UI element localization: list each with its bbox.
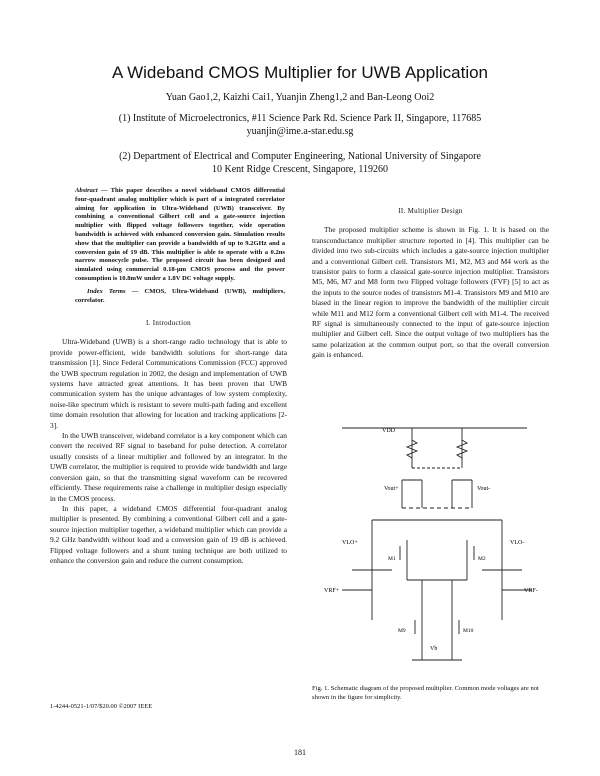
affiliation-2-department: (2) Department of Electrical and Computer Engineering, National University of Singapore bbox=[119, 151, 481, 162]
page-number: 181 bbox=[294, 748, 306, 757]
vlo-positive-label: VLO+ bbox=[342, 540, 358, 546]
right-column bbox=[312, 206, 549, 361]
m1-label: M1 bbox=[388, 556, 396, 562]
vdd-label: VDD bbox=[382, 428, 395, 434]
index-terms: Index Terms — CMOS, Ultra-Wideband (UWB), multipliers, correlator. bbox=[75, 287, 285, 304]
affiliation-2 bbox=[60, 150, 540, 176]
schematic-figure bbox=[312, 420, 552, 682]
section-2-paragraph: The proposed multiplier scheme is shown in Fig. 1. It is based on the transconductance multiplier structure reported in [4]. This multiplier can be divided into two sub-circuits which includes a gate-source injection multiplier and a conventional Gilbert cell. Transistors M1, M2, M3 and M4 work as the transistor pairs to form a classical gate-source injection multiplier. Transistors M5, M6, M7 and M8 form two Flipped voltage followers (FVF) [5] to act as the inputs to the source nodes of transistors M1-4. Transistors M9 and M10 are biased in the linear region to improve the bandwidth of the multiplier circuit while M11 and M12 form a conventional Gilbert cell with M1-4. The received RF signal is simultaneously connected to the input of gate-source injection multiplier and Gilbert cell. Since the output voltage of two multipliers has the same polarization at the common output port, so that the overall conversion gain is enhanced. bbox=[312, 225, 549, 360]
m2-label: M2 bbox=[478, 556, 486, 562]
section-1-paragraph: In this paper, a wideband CMOS differential four-quadrant analog multiplier is presented. By combining a conventional Gilbert cell and a gate-source injection multiplier together, a wideband multiplier which can provide a 9.2 GHz bandwidth without load and a conversion gain of 19 dB is achieved. Flipped voltage followers and a shunt tuning technique are both utilized to enhance the conversion gain and reduce the current consumption. bbox=[50, 503, 287, 565]
paper-title: A Wideband CMOS Multiplier for UWB Application bbox=[111, 63, 489, 82]
index-terms-label: Index Terms bbox=[87, 287, 126, 295]
vout-positive-label: Vout+ bbox=[384, 486, 399, 492]
vrf-negative-label: VRF- bbox=[524, 588, 538, 594]
section-1-heading: I. Introduction bbox=[146, 319, 191, 327]
ieee-identifier: 1-4244-0521-1/07/$20.00 ©2007 IEEE bbox=[50, 703, 153, 710]
affiliation-1 bbox=[60, 112, 540, 138]
section-1-paragraph: In the UWB transceiver, wideband correlator is a key component which can convert the received RF signal to baseband for pulse detection. A correlator usually consists of a linear multiplier and followed by an integrator. In the UWB correlator, the multiplier is required to provide wide bandwidth and large conversion gain, so that the transmitting signal waveform can be recovered efficiently. These requirements raise a challenge in multiplier design especially in the CMOS process. bbox=[50, 431, 287, 503]
section-1-paragraph: Ultra-Wideband (UWB) is a short-range radio technology that is able to provide power-efficient, wide bandwidth solutions for short-range data transmission [1]. Since Federal Communications Commission (FCC) approved the UWB spectrum regulation in 2002, the design and implementation of UWB systems have attracted great attentions. It has been proven that UWB communication system has the unique advantages of low system complexity, noise-like spectrum which is resistant to severe multi-path fading and excellent time domain resolution that allowing for location and tracking applications [2-3]. bbox=[50, 337, 287, 430]
abstract-text: This paper describes a novel wideband CMOS differential four-quadrant analog multiplier which is part of a integrated correlator aiming for application in Ultra-Wideband (UWB) transceiver. By combining a conventional Gilbert cell and a gate-source injection multiplier with flipped voltage followers together, wide operation bandwidth is achieved with enhanced conversion gain. Simulation results show that the multiplier can provide a bandwidth of up to 9.2GHz and a conversion gain of 19 dB. This multiplier is able to operate with a 0.2ns narrow monocycle pulse. The proposed circuit has been designed and simulated using commercial 0.18-μm CMOS process and the power consumption is 10.8mW under a 1.8V DC voltage supply. bbox=[75, 187, 285, 282]
affiliation-1-email: yuanjin@ime.a-star.edu.sg bbox=[246, 126, 354, 137]
section-2-heading: II. Multiplier Design bbox=[398, 207, 463, 215]
affiliation-1-address: (1) Institute of Microelectronics, #11 Science Park Rd. Science Park II, Singapore, 117685 bbox=[118, 113, 482, 124]
m10-label: M10 bbox=[463, 628, 474, 634]
abstract: Abstract — This paper describes a novel wideband CMOS differential four-quadrant analog multiplier which is part of a integrated correlator aiming for application in Ultra-Wideband (UWB) transceiver. By combining a conventional Gilbert cell and a gate-source injection multiplier with flipped voltage followers together, wide operation bandwidth is achieved with enhanced conversion gain. Simulation results show that the multiplier can provide a bandwidth of up to 9.2GHz and a conversion gain of 19 dB. This multiplier is able to operate with a 0.2ns narrow monocycle pulse. The proposed circuit has been designed and simulated using commercial 0.18-μm CMOS process and the power consumption is 10.8mW under a 1.8V DC voltage supply. Index Terms — CMOS, Ultra-Wideband (UWB), multipliers, correlator. bbox=[75, 187, 285, 304]
vout-negative-label: Vout- bbox=[477, 486, 491, 492]
figure-caption: Fig. 1. Schematic diagram of the proposed multiplier. Common mode voltages are not shown in the figure for simplicity. bbox=[312, 685, 539, 701]
author-list: Yuan Gao1,2, Kaizhi Cai1, Yuanjin Zheng1,2 and Ban-Leong Ooi2 bbox=[165, 92, 435, 103]
index-terms-text: CMOS, Ultra-Wideband (UWB), multipliers, correlator. bbox=[75, 287, 285, 304]
vb-label: Vb bbox=[430, 646, 438, 652]
affiliation-2-address: 10 Kent Ridge Crescent, Singapore, 119260 bbox=[212, 164, 388, 175]
vlo-negative-label: VLO- bbox=[510, 540, 525, 546]
abstract-label: Abstract bbox=[75, 187, 98, 194]
m9-label: M9 bbox=[398, 628, 406, 634]
left-column bbox=[50, 318, 287, 566]
vrf-positive-label: VRF+ bbox=[324, 588, 340, 594]
